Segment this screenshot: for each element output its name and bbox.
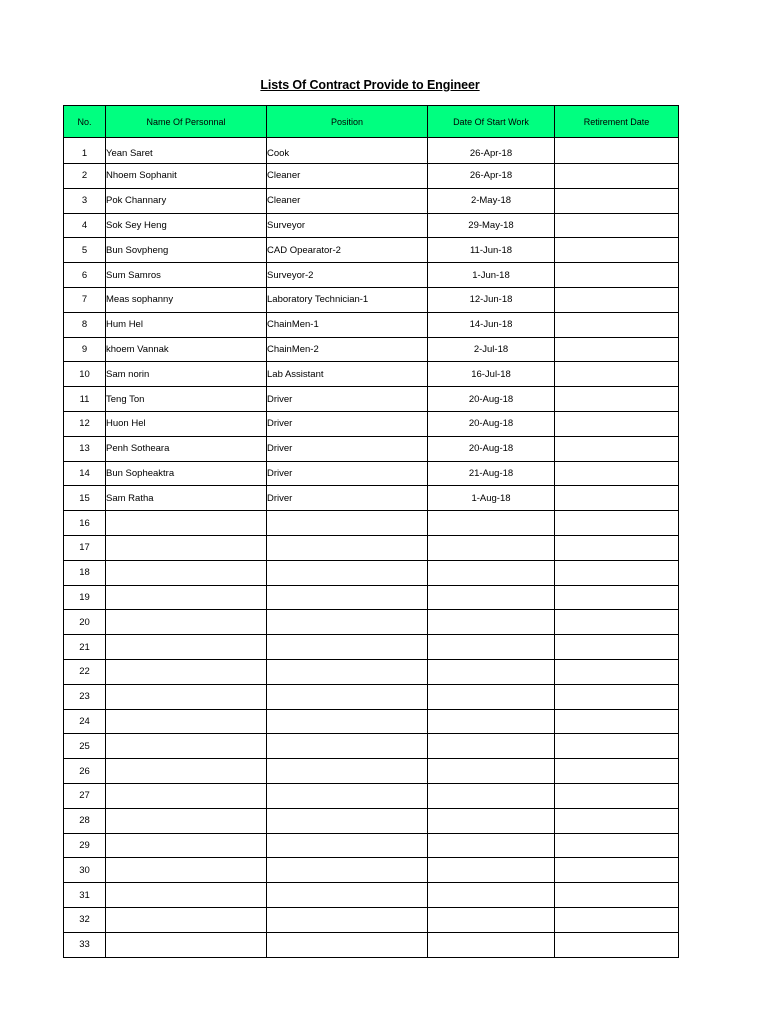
start-date-cell: [428, 635, 555, 660]
personnel-name-cell: Sok Sey Heng: [106, 213, 267, 238]
position-cell: Cook: [267, 138, 428, 164]
position-cell: [267, 709, 428, 734]
retirement-date-cell: [555, 659, 679, 684]
personnel-name-cell: [106, 808, 267, 833]
start-date-cell: 2-Jul-18: [428, 337, 555, 362]
position-cell: Driver: [267, 436, 428, 461]
start-date-cell: 20-Aug-18: [428, 387, 555, 412]
table-row: [64, 138, 679, 164]
personnel-name-cell: [106, 883, 267, 908]
start-date-cell: 26-Apr-18: [428, 164, 555, 189]
row-number: 15: [64, 486, 106, 511]
retirement-date-cell: [555, 238, 679, 263]
retirement-date-cell: [555, 312, 679, 337]
table-row: [64, 511, 679, 536]
retirement-date-cell: [555, 287, 679, 312]
retirement-date-cell: [555, 684, 679, 709]
start-date-cell: 1-Jun-18: [428, 263, 555, 288]
position-cell: Surveyor: [267, 213, 428, 238]
row-number: 1: [64, 138, 106, 164]
retirement-date-cell: [555, 411, 679, 436]
start-date-cell: 12-Jun-18: [428, 287, 555, 312]
row-number: 32: [64, 907, 106, 932]
table-row: [64, 263, 679, 288]
personnel-name-cell: Nhoem Sophanit: [106, 164, 267, 189]
retirement-date-cell: [555, 759, 679, 784]
table-row: [64, 833, 679, 858]
table-row: [64, 858, 679, 883]
start-date-cell: 29-May-18: [428, 213, 555, 238]
position-cell: [267, 684, 428, 709]
position-cell: [267, 511, 428, 536]
row-number: 27: [64, 783, 106, 808]
start-date-cell: [428, 535, 555, 560]
table-row: [64, 362, 679, 387]
retirement-date-cell: [555, 883, 679, 908]
position-cell: Driver: [267, 486, 428, 511]
row-number: 19: [64, 585, 106, 610]
row-number: 33: [64, 932, 106, 957]
position-cell: [267, 759, 428, 784]
position-cell: [267, 907, 428, 932]
personnel-name-cell: [106, 585, 267, 610]
personnel-name-cell: Pok Channary: [106, 188, 267, 213]
table-row: [64, 387, 679, 412]
table-row: [64, 411, 679, 436]
personnel-name-cell: Penh Sotheara: [106, 436, 267, 461]
retirement-date-cell: [555, 213, 679, 238]
row-number: 3: [64, 188, 106, 213]
retirement-date-cell: [555, 734, 679, 759]
position-cell: [267, 783, 428, 808]
retirement-date-cell: [555, 138, 679, 164]
personnel-name-cell: [106, 858, 267, 883]
retirement-date-cell: [555, 610, 679, 635]
personnel-name-cell: Bun Sopheaktra: [106, 461, 267, 486]
retirement-date-cell: [555, 808, 679, 833]
start-date-cell: [428, 734, 555, 759]
retirement-date-cell: [555, 858, 679, 883]
personnel-name-cell: Yean Saret: [106, 138, 267, 164]
personnel-name-cell: Hum Hel: [106, 312, 267, 337]
table-row: [64, 238, 679, 263]
retirement-date-cell: [555, 387, 679, 412]
personnel-name-cell: [106, 659, 267, 684]
position-cell: [267, 833, 428, 858]
personnel-name-cell: [106, 511, 267, 536]
start-date-cell: [428, 585, 555, 610]
table-row: [64, 610, 679, 635]
row-number: 28: [64, 808, 106, 833]
table-row: [64, 907, 679, 932]
retirement-date-cell: [555, 585, 679, 610]
personnel-name-cell: Meas sophanny: [106, 287, 267, 312]
retirement-date-cell: [555, 833, 679, 858]
row-number: 16: [64, 511, 106, 536]
retirement-date-cell: [555, 783, 679, 808]
row-number: 10: [64, 362, 106, 387]
row-number: 12: [64, 411, 106, 436]
position-cell: [267, 932, 428, 957]
start-date-cell: 11-Jun-18: [428, 238, 555, 263]
personnel-name-cell: Huon Hel: [106, 411, 267, 436]
retirement-date-cell: [555, 907, 679, 932]
start-date-cell: 20-Aug-18: [428, 436, 555, 461]
personnel-name-cell: [106, 535, 267, 560]
personnel-name-cell: Sam norin: [106, 362, 267, 387]
table-row: [64, 312, 679, 337]
position-cell: [267, 659, 428, 684]
personnel-name-cell: Bun Sovpheng: [106, 238, 267, 263]
retirement-date-cell: [555, 932, 679, 957]
table-row: [64, 164, 679, 189]
table-row: [64, 535, 679, 560]
table-row: [64, 436, 679, 461]
personnel-name-cell: [106, 907, 267, 932]
table-header-row: [64, 106, 679, 138]
start-date-cell: [428, 808, 555, 833]
table-row: [64, 932, 679, 957]
position-cell: [267, 535, 428, 560]
table-row: [64, 808, 679, 833]
position-cell: Lab Assistant: [267, 362, 428, 387]
row-number: 11: [64, 387, 106, 412]
position-cell: CAD Opearator-2: [267, 238, 428, 263]
table-row: [64, 709, 679, 734]
start-date-cell: [428, 759, 555, 784]
personnel-table: [63, 105, 679, 958]
retirement-date-cell: [555, 362, 679, 387]
table-row: [64, 783, 679, 808]
retirement-date-cell: [555, 709, 679, 734]
start-date-cell: [428, 511, 555, 536]
header-start-date: Date Of Start Work: [428, 106, 555, 138]
row-number: 23: [64, 684, 106, 709]
start-date-cell: 16-Jul-18: [428, 362, 555, 387]
table-row: [64, 684, 679, 709]
table-row: [64, 734, 679, 759]
personnel-name-cell: [106, 734, 267, 759]
table-row: [64, 337, 679, 362]
table-row: [64, 585, 679, 610]
personnel-name-cell: [106, 783, 267, 808]
row-number: 9: [64, 337, 106, 362]
start-date-cell: 26-Apr-18: [428, 138, 555, 164]
table-row: [64, 635, 679, 660]
personnel-name-cell: khoem Vannak: [106, 337, 267, 362]
start-date-cell: 21-Aug-18: [428, 461, 555, 486]
row-number: 6: [64, 263, 106, 288]
row-number: 22: [64, 659, 106, 684]
position-cell: Cleaner: [267, 188, 428, 213]
row-number: 7: [64, 287, 106, 312]
personnel-name-cell: [106, 560, 267, 585]
personnel-name-cell: [106, 932, 267, 957]
personnel-name-cell: [106, 759, 267, 784]
row-number: 2: [64, 164, 106, 189]
retirement-date-cell: [555, 560, 679, 585]
retirement-date-cell: [555, 535, 679, 560]
row-number: 30: [64, 858, 106, 883]
table-row: [64, 659, 679, 684]
row-number: 20: [64, 610, 106, 635]
page-title: Lists Of Contract Provide to Engineer: [260, 78, 480, 92]
row-number: 21: [64, 635, 106, 660]
row-number: 17: [64, 535, 106, 560]
row-number: 29: [64, 833, 106, 858]
position-cell: Cleaner: [267, 164, 428, 189]
position-cell: [267, 585, 428, 610]
personnel-name-cell: Teng Ton: [106, 387, 267, 412]
position-cell: [267, 808, 428, 833]
position-cell: Surveyor-2: [267, 263, 428, 288]
personnel-name-cell: [106, 833, 267, 858]
personnel-name-cell: Sum Samros: [106, 263, 267, 288]
position-cell: Laboratory Technician-1: [267, 287, 428, 312]
header-no: No.: [64, 106, 106, 138]
start-date-cell: [428, 560, 555, 585]
start-date-cell: [428, 783, 555, 808]
position-cell: [267, 858, 428, 883]
row-number: 4: [64, 213, 106, 238]
start-date-cell: [428, 709, 555, 734]
retirement-date-cell: [555, 337, 679, 362]
start-date-cell: 20-Aug-18: [428, 411, 555, 436]
row-number: 8: [64, 312, 106, 337]
start-date-cell: 14-Jun-18: [428, 312, 555, 337]
retirement-date-cell: [555, 486, 679, 511]
table-row: [64, 486, 679, 511]
start-date-cell: 2-May-18: [428, 188, 555, 213]
position-cell: [267, 610, 428, 635]
table-row: [64, 461, 679, 486]
position-cell: [267, 560, 428, 585]
personnel-name-cell: [106, 684, 267, 709]
table-row: [64, 759, 679, 784]
row-number: 31: [64, 883, 106, 908]
position-cell: ChainMen-1: [267, 312, 428, 337]
start-date-cell: [428, 907, 555, 932]
table-row: [64, 560, 679, 585]
personnel-name-cell: [106, 709, 267, 734]
retirement-date-cell: [555, 511, 679, 536]
row-number: 14: [64, 461, 106, 486]
retirement-date-cell: [555, 461, 679, 486]
retirement-date-cell: [555, 263, 679, 288]
table-body: [64, 138, 679, 958]
start-date-cell: [428, 684, 555, 709]
start-date-cell: [428, 833, 555, 858]
start-date-cell: [428, 659, 555, 684]
row-number: 18: [64, 560, 106, 585]
position-cell: Driver: [267, 461, 428, 486]
header-position: Position: [267, 106, 428, 138]
row-number: 24: [64, 709, 106, 734]
table-row: [64, 188, 679, 213]
position-cell: [267, 635, 428, 660]
retirement-date-cell: [555, 164, 679, 189]
position-cell: ChainMen-2: [267, 337, 428, 362]
row-number: 13: [64, 436, 106, 461]
start-date-cell: [428, 883, 555, 908]
retirement-date-cell: [555, 436, 679, 461]
position-cell: Driver: [267, 387, 428, 412]
header-name: Name Of Personnal: [106, 106, 267, 138]
row-number: 25: [64, 734, 106, 759]
position-cell: [267, 883, 428, 908]
table-row: [64, 883, 679, 908]
retirement-date-cell: [555, 635, 679, 660]
personnel-name-cell: Sam Ratha: [106, 486, 267, 511]
retirement-date-cell: [555, 188, 679, 213]
table-row: [64, 213, 679, 238]
header-retirement-date: Retirement Date: [555, 106, 679, 138]
personnel-name-cell: [106, 610, 267, 635]
start-date-cell: 1-Aug-18: [428, 486, 555, 511]
personnel-name-cell: [106, 635, 267, 660]
start-date-cell: [428, 932, 555, 957]
position-cell: [267, 734, 428, 759]
table-row: [64, 287, 679, 312]
position-cell: Driver: [267, 411, 428, 436]
row-number: 5: [64, 238, 106, 263]
start-date-cell: [428, 858, 555, 883]
row-number: 26: [64, 759, 106, 784]
start-date-cell: [428, 610, 555, 635]
